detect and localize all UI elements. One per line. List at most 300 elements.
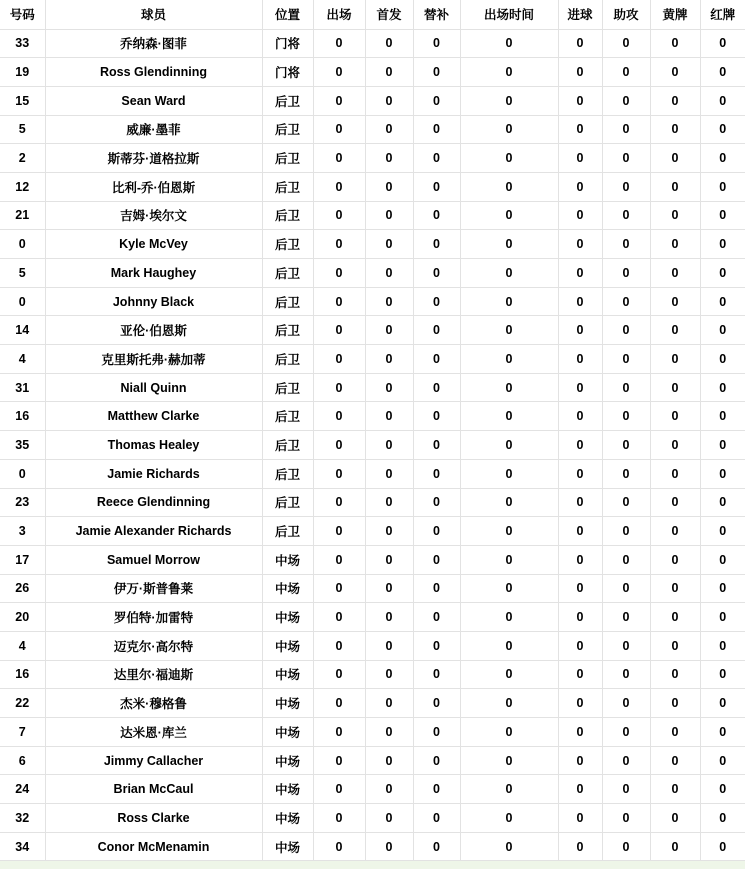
cell-substitutes: 0: [413, 631, 460, 660]
cell-position: 后卫: [262, 144, 313, 173]
cell-goals: 0: [558, 545, 602, 574]
cell-shirt-number: 24: [0, 775, 45, 804]
cell-substitutes: 0: [413, 718, 460, 747]
cell-assists: 0: [602, 29, 650, 58]
cell-starts: 0: [365, 29, 413, 58]
cell-red-cards: 0: [700, 431, 745, 460]
cell-position: 中场: [262, 545, 313, 574]
cell-assists: 0: [602, 431, 650, 460]
cell-position: 中场: [262, 832, 313, 861]
cell-starts: 0: [365, 230, 413, 259]
cell-position: 后卫: [262, 431, 313, 460]
cell-appearances: 0: [313, 345, 365, 374]
cell-minutes: 0: [460, 832, 558, 861]
cell-minutes: 0: [460, 574, 558, 603]
cell-red-cards: 0: [700, 58, 745, 87]
table-row: [0, 373, 745, 402]
cell-appearances: 0: [313, 603, 365, 632]
cell-goals: 0: [558, 86, 602, 115]
cell-minutes: 0: [460, 631, 558, 660]
cell-yellow-cards: 0: [650, 230, 700, 259]
cell-starts: 0: [365, 517, 413, 546]
cell-position: 中场: [262, 660, 313, 689]
cell-shirt-number: 3: [0, 517, 45, 546]
cell-shirt-number: 22: [0, 689, 45, 718]
cell-player-name: 乔纳森·图菲: [45, 29, 262, 58]
table-header: [0, 0, 745, 29]
cell-player-name: Thomas Healey: [45, 431, 262, 460]
cell-shirt-number: 19: [0, 58, 45, 87]
header-row: [0, 0, 745, 29]
cell-starts: 0: [365, 259, 413, 288]
cell-substitutes: 0: [413, 402, 460, 431]
cell-red-cards: 0: [700, 775, 745, 804]
cell-red-cards: 0: [700, 459, 745, 488]
cell-goals: 0: [558, 775, 602, 804]
cell-minutes: 0: [460, 402, 558, 431]
cell-assists: 0: [602, 230, 650, 259]
cell-player-name: 克里斯托弗·赫加蒂: [45, 345, 262, 374]
cell-red-cards: 0: [700, 230, 745, 259]
cell-starts: 0: [365, 345, 413, 374]
cell-shirt-number: 0: [0, 287, 45, 316]
cell-red-cards: 0: [700, 373, 745, 402]
cell-minutes: 0: [460, 746, 558, 775]
table-row: [0, 775, 745, 804]
cell-appearances: 0: [313, 316, 365, 345]
cell-substitutes: 0: [413, 201, 460, 230]
cell-player-name: 伊万·斯普鲁莱: [45, 574, 262, 603]
cell-position: 中场: [262, 718, 313, 747]
cell-goals: 0: [558, 259, 602, 288]
col-header-starts: 首发: [365, 0, 413, 29]
cell-yellow-cards: 0: [650, 345, 700, 374]
cell-appearances: 0: [313, 746, 365, 775]
table-row: [0, 115, 745, 144]
cell-appearances: 0: [313, 58, 365, 87]
cell-starts: 0: [365, 373, 413, 402]
cell-substitutes: 0: [413, 574, 460, 603]
cell-shirt-number: 20: [0, 603, 45, 632]
cell-starts: 0: [365, 545, 413, 574]
cell-starts: 0: [365, 287, 413, 316]
cell-player-name: 斯蒂芬·道格拉斯: [45, 144, 262, 173]
cell-goals: 0: [558, 345, 602, 374]
cell-shirt-number: 21: [0, 201, 45, 230]
cell-goals: 0: [558, 287, 602, 316]
cell-substitutes: 0: [413, 259, 460, 288]
cell-substitutes: 0: [413, 603, 460, 632]
cell-shirt-number: 4: [0, 345, 45, 374]
cell-player-name: Ross Clarke: [45, 804, 262, 833]
cell-minutes: 0: [460, 287, 558, 316]
cell-position: 后卫: [262, 230, 313, 259]
cell-substitutes: 0: [413, 115, 460, 144]
cell-yellow-cards: 0: [650, 660, 700, 689]
cell-substitutes: 0: [413, 86, 460, 115]
cell-starts: 0: [365, 660, 413, 689]
cell-position: 后卫: [262, 402, 313, 431]
cell-appearances: 0: [313, 832, 365, 861]
cell-player-name: Matthew Clarke: [45, 402, 262, 431]
cell-minutes: 0: [460, 718, 558, 747]
cell-minutes: 0: [460, 58, 558, 87]
col-header-minutes: 出场时间: [460, 0, 558, 29]
cell-player-name: 亚伦·伯恩斯: [45, 316, 262, 345]
table-row: [0, 718, 745, 747]
cell-player-name: Reece Glendinning: [45, 488, 262, 517]
cell-position: 中场: [262, 804, 313, 833]
cell-substitutes: 0: [413, 230, 460, 259]
table-row: [0, 58, 745, 87]
cell-yellow-cards: 0: [650, 287, 700, 316]
cell-shirt-number: 5: [0, 115, 45, 144]
cell-player-name: Samuel Morrow: [45, 545, 262, 574]
cell-position: 中场: [262, 603, 313, 632]
cell-shirt-number: 14: [0, 316, 45, 345]
cell-shirt-number: 2: [0, 144, 45, 173]
cell-starts: 0: [365, 172, 413, 201]
cell-player-name: 罗伯特·加雷特: [45, 603, 262, 632]
cell-appearances: 0: [313, 230, 365, 259]
cell-red-cards: 0: [700, 287, 745, 316]
cell-assists: 0: [602, 631, 650, 660]
col-header-goals: 进球: [558, 0, 602, 29]
cell-position: 后卫: [262, 172, 313, 201]
cell-starts: 0: [365, 689, 413, 718]
cell-player-name: 吉姆·埃尔文: [45, 201, 262, 230]
cell-appearances: 0: [313, 660, 365, 689]
cell-red-cards: 0: [700, 689, 745, 718]
cell-appearances: 0: [313, 718, 365, 747]
cell-player-name: Niall Quinn: [45, 373, 262, 402]
cell-goals: 0: [558, 660, 602, 689]
cell-red-cards: 0: [700, 603, 745, 632]
col-header-number: 号码: [0, 0, 45, 29]
cell-position: 后卫: [262, 517, 313, 546]
cell-position: 后卫: [262, 201, 313, 230]
cell-minutes: 0: [460, 431, 558, 460]
cell-assists: 0: [602, 287, 650, 316]
cell-red-cards: 0: [700, 517, 745, 546]
cell-shirt-number: 33: [0, 29, 45, 58]
cell-assists: 0: [602, 115, 650, 144]
table-row: [0, 287, 745, 316]
cell-assists: 0: [602, 775, 650, 804]
table-row: [0, 517, 745, 546]
cell-assists: 0: [602, 660, 650, 689]
cell-minutes: 0: [460, 488, 558, 517]
cell-red-cards: 0: [700, 172, 745, 201]
cell-minutes: 0: [460, 804, 558, 833]
col-header-position: 位置: [262, 0, 313, 29]
cell-minutes: 0: [460, 345, 558, 374]
cell-appearances: 0: [313, 29, 365, 58]
cell-yellow-cards: 0: [650, 574, 700, 603]
cell-starts: 0: [365, 631, 413, 660]
cell-red-cards: 0: [700, 746, 745, 775]
cell-yellow-cards: 0: [650, 459, 700, 488]
cell-minutes: 0: [460, 545, 558, 574]
cell-substitutes: 0: [413, 517, 460, 546]
cell-assists: 0: [602, 545, 650, 574]
cell-minutes: 0: [460, 517, 558, 546]
cell-starts: 0: [365, 718, 413, 747]
cell-appearances: 0: [313, 259, 365, 288]
col-header-assists: 助攻: [602, 0, 650, 29]
cell-shirt-number: 12: [0, 172, 45, 201]
cell-minutes: 0: [460, 86, 558, 115]
cell-red-cards: 0: [700, 259, 745, 288]
cell-position: 中场: [262, 775, 313, 804]
cell-assists: 0: [602, 373, 650, 402]
cell-red-cards: 0: [700, 660, 745, 689]
cell-substitutes: 0: [413, 345, 460, 374]
cell-assists: 0: [602, 517, 650, 546]
cell-goals: 0: [558, 29, 602, 58]
cell-appearances: 0: [313, 804, 365, 833]
table-row: [0, 804, 745, 833]
cell-substitutes: 0: [413, 689, 460, 718]
cell-goals: 0: [558, 144, 602, 173]
cell-assists: 0: [602, 718, 650, 747]
cell-appearances: 0: [313, 373, 365, 402]
cell-minutes: 0: [460, 230, 558, 259]
cell-minutes: 0: [460, 115, 558, 144]
cell-position: 门将: [262, 58, 313, 87]
cell-goals: 0: [558, 230, 602, 259]
cell-yellow-cards: 0: [650, 517, 700, 546]
cell-goals: 0: [558, 373, 602, 402]
cell-player-name: Sean Ward: [45, 86, 262, 115]
cell-goals: 0: [558, 631, 602, 660]
cell-appearances: 0: [313, 86, 365, 115]
cell-appearances: 0: [313, 488, 365, 517]
cell-red-cards: 0: [700, 402, 745, 431]
cell-red-cards: 0: [700, 545, 745, 574]
cell-appearances: 0: [313, 287, 365, 316]
cell-minutes: 0: [460, 603, 558, 632]
cell-yellow-cards: 0: [650, 172, 700, 201]
cell-minutes: 0: [460, 29, 558, 58]
cell-shirt-number: 26: [0, 574, 45, 603]
table-row: [0, 631, 745, 660]
cell-position: 后卫: [262, 373, 313, 402]
cell-red-cards: 0: [700, 316, 745, 345]
cell-yellow-cards: 0: [650, 746, 700, 775]
cell-substitutes: 0: [413, 144, 460, 173]
cell-assists: 0: [602, 58, 650, 87]
cell-appearances: 0: [313, 545, 365, 574]
cell-yellow-cards: 0: [650, 631, 700, 660]
cell-yellow-cards: 0: [650, 775, 700, 804]
cell-appearances: 0: [313, 431, 365, 460]
cell-red-cards: 0: [700, 29, 745, 58]
col-header-appearances: 出场: [313, 0, 365, 29]
cell-yellow-cards: 0: [650, 201, 700, 230]
cell-yellow-cards: 0: [650, 545, 700, 574]
cell-appearances: 0: [313, 115, 365, 144]
table-row: [0, 746, 745, 775]
cell-goals: 0: [558, 603, 602, 632]
cell-substitutes: 0: [413, 545, 460, 574]
cell-goals: 0: [558, 115, 602, 144]
cell-substitutes: 0: [413, 172, 460, 201]
cell-player-name: 威廉·墨菲: [45, 115, 262, 144]
cell-yellow-cards: 0: [650, 144, 700, 173]
cell-goals: 0: [558, 172, 602, 201]
cell-yellow-cards: 0: [650, 718, 700, 747]
cell-substitutes: 0: [413, 746, 460, 775]
table-row: [0, 459, 745, 488]
cell-minutes: 0: [460, 373, 558, 402]
table-row: [0, 172, 745, 201]
cell-position: 中场: [262, 746, 313, 775]
cell-yellow-cards: 0: [650, 316, 700, 345]
cell-starts: 0: [365, 459, 413, 488]
cell-appearances: 0: [313, 689, 365, 718]
table-row: [0, 230, 745, 259]
cell-starts: 0: [365, 832, 413, 861]
cell-yellow-cards: 0: [650, 373, 700, 402]
cell-red-cards: 0: [700, 86, 745, 115]
cell-player-name: Ross Glendinning: [45, 58, 262, 87]
cell-goals: 0: [558, 746, 602, 775]
cell-starts: 0: [365, 201, 413, 230]
cell-shirt-number: 16: [0, 660, 45, 689]
cell-substitutes: 0: [413, 316, 460, 345]
cell-starts: 0: [365, 804, 413, 833]
cell-position: 中场: [262, 631, 313, 660]
table-row: [0, 316, 745, 345]
cell-shirt-number: 0: [0, 230, 45, 259]
cell-shirt-number: 6: [0, 746, 45, 775]
table-row: [0, 402, 745, 431]
cell-appearances: 0: [313, 775, 365, 804]
cell-goals: 0: [558, 804, 602, 833]
cell-player-name: Conor McMenamin: [45, 832, 262, 861]
cell-yellow-cards: 0: [650, 259, 700, 288]
cell-assists: 0: [602, 402, 650, 431]
cell-minutes: 0: [460, 144, 558, 173]
cell-assists: 0: [602, 172, 650, 201]
cell-substitutes: 0: [413, 832, 460, 861]
cell-player-name: Jamie Richards: [45, 459, 262, 488]
cell-substitutes: 0: [413, 373, 460, 402]
cell-red-cards: 0: [700, 631, 745, 660]
cell-position: 后卫: [262, 345, 313, 374]
table-row: [0, 603, 745, 632]
cell-assists: 0: [602, 345, 650, 374]
col-header-substitutes: 替补: [413, 0, 460, 29]
cell-goals: 0: [558, 431, 602, 460]
cell-starts: 0: [365, 488, 413, 517]
cell-starts: 0: [365, 431, 413, 460]
cell-starts: 0: [365, 574, 413, 603]
cell-player-name: 杰米·穆格鲁: [45, 689, 262, 718]
cell-appearances: 0: [313, 144, 365, 173]
cell-player-name: Mark Haughey: [45, 259, 262, 288]
cell-appearances: 0: [313, 459, 365, 488]
cell-goals: 0: [558, 488, 602, 517]
cell-starts: 0: [365, 775, 413, 804]
cell-red-cards: 0: [700, 488, 745, 517]
cell-position: 后卫: [262, 488, 313, 517]
cell-yellow-cards: 0: [650, 488, 700, 517]
cell-assists: 0: [602, 746, 650, 775]
cell-goals: 0: [558, 201, 602, 230]
cell-substitutes: 0: [413, 58, 460, 87]
cell-red-cards: 0: [700, 804, 745, 833]
table-row: [0, 660, 745, 689]
cell-yellow-cards: 0: [650, 29, 700, 58]
cell-player-name: Johnny Black: [45, 287, 262, 316]
cell-appearances: 0: [313, 172, 365, 201]
cell-goals: 0: [558, 58, 602, 87]
cell-goals: 0: [558, 718, 602, 747]
cell-minutes: 0: [460, 316, 558, 345]
cell-substitutes: 0: [413, 431, 460, 460]
cell-goals: 0: [558, 316, 602, 345]
table-row: [0, 431, 745, 460]
cell-minutes: 0: [460, 459, 558, 488]
cell-appearances: 0: [313, 574, 365, 603]
cell-assists: 0: [602, 144, 650, 173]
cell-player-name: 达里尔·福迪斯: [45, 660, 262, 689]
table-row: [0, 574, 745, 603]
cell-position: 后卫: [262, 115, 313, 144]
cell-position: 中场: [262, 689, 313, 718]
cell-assists: 0: [602, 832, 650, 861]
cell-assists: 0: [602, 603, 650, 632]
cell-appearances: 0: [313, 402, 365, 431]
cell-shirt-number: 5: [0, 259, 45, 288]
cell-player-name: 迈克尔·高尔特: [45, 631, 262, 660]
cell-shirt-number: 23: [0, 488, 45, 517]
cell-substitutes: 0: [413, 488, 460, 517]
cell-substitutes: 0: [413, 459, 460, 488]
table-row: [0, 345, 745, 374]
cell-appearances: 0: [313, 201, 365, 230]
cell-appearances: 0: [313, 631, 365, 660]
table-row: [0, 144, 745, 173]
cell-assists: 0: [602, 488, 650, 517]
cell-position: 中场: [262, 574, 313, 603]
cell-red-cards: 0: [700, 144, 745, 173]
cell-starts: 0: [365, 746, 413, 775]
cell-position: 后卫: [262, 316, 313, 345]
cell-player-name: 达米恩·库兰: [45, 718, 262, 747]
table-row: [0, 689, 745, 718]
cell-player-name: Brian McCaul: [45, 775, 262, 804]
cell-yellow-cards: 0: [650, 58, 700, 87]
cell-yellow-cards: 0: [650, 431, 700, 460]
col-header-red-cards: 红牌: [700, 0, 745, 29]
table-row: [0, 201, 745, 230]
cell-position: 后卫: [262, 459, 313, 488]
cell-minutes: 0: [460, 775, 558, 804]
cell-goals: 0: [558, 832, 602, 861]
cell-shirt-number: 35: [0, 431, 45, 460]
table-row: [0, 259, 745, 288]
cell-substitutes: 0: [413, 660, 460, 689]
cell-minutes: 0: [460, 172, 558, 201]
cell-starts: 0: [365, 58, 413, 87]
cell-starts: 0: [365, 86, 413, 115]
cell-yellow-cards: 0: [650, 603, 700, 632]
cell-assists: 0: [602, 201, 650, 230]
cell-goals: 0: [558, 689, 602, 718]
